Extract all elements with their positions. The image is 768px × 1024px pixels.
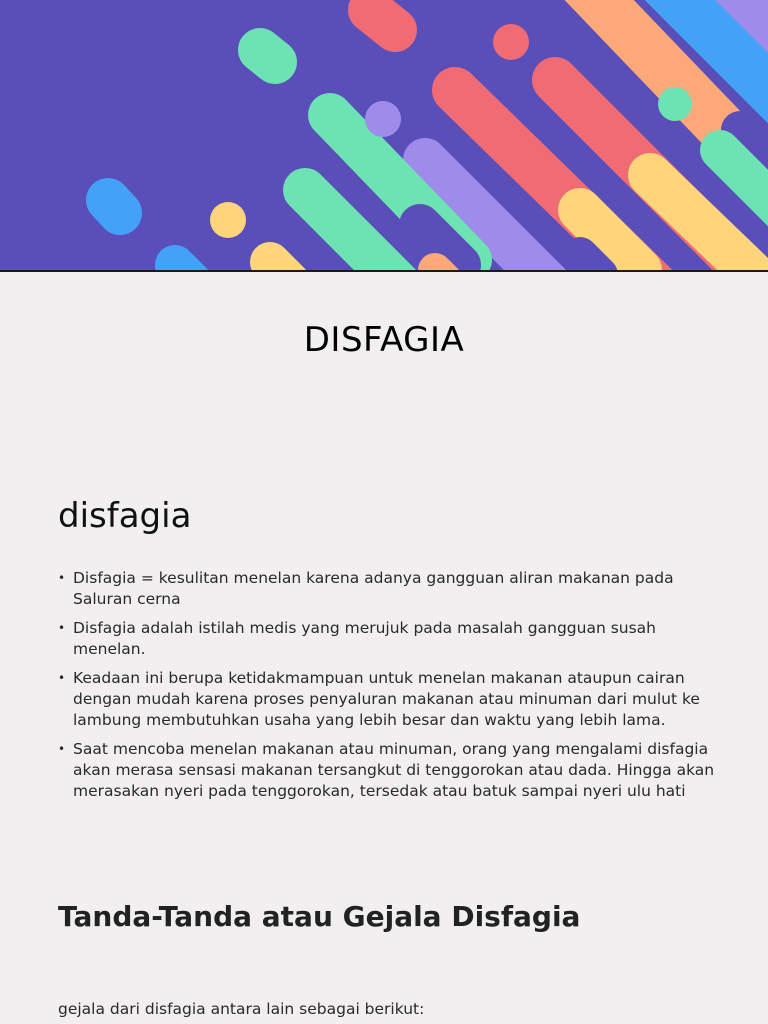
banner-divider bbox=[0, 270, 768, 272]
section-heading: disfagia bbox=[58, 496, 192, 536]
list-item bbox=[58, 618, 718, 660]
banner-graphic bbox=[0, 0, 768, 270]
symptoms-heading: Tanda-Tanda atau Gejala Disfagia bbox=[58, 900, 581, 933]
symptoms-intro: gejala dari disfagia antara lain sebagai berikut: bbox=[58, 1000, 425, 1018]
bullet-icon: • bbox=[58, 671, 66, 685]
bullet-icon: • bbox=[58, 621, 66, 635]
bullet-text: Disfagia adalah istilah medis yang merujuk pada masalah gangguan susah menelan. bbox=[73, 619, 656, 658]
list-item bbox=[58, 568, 718, 610]
bullet-text: Saat mencoba menelan makanan atau minuman, orang yang mengalami disfagia akan merasa sensasi makanan tersangkut di tenggorokan atau dada. Hingga akan merasakan nyeri pada tenggorokan, tersedak atau batuk sampai nyeri ulu hati bbox=[73, 740, 715, 800]
bullet-text: Keadaan ini berupa ketidakmampuan untuk menelan makanan ataupun cairan dengan mudah karena proses penyaluran makanan atau minuman dari mulut ke lambung membutuhkan usaha yang lebih besar dan waktu yang lebih lama. bbox=[73, 669, 700, 729]
bullet-icon: • bbox=[58, 742, 66, 756]
slide-title: DISFAGIA bbox=[303, 320, 465, 360]
decorative-banner bbox=[0, 0, 768, 270]
list-item bbox=[58, 739, 718, 802]
bullet-icon: • bbox=[58, 571, 66, 585]
list-item bbox=[58, 668, 718, 731]
bullet-text: Disfagia = kesulitan menelan karena adanya gangguan aliran makanan pada Saluran cerna bbox=[73, 569, 674, 608]
bullet-list bbox=[58, 568, 718, 810]
